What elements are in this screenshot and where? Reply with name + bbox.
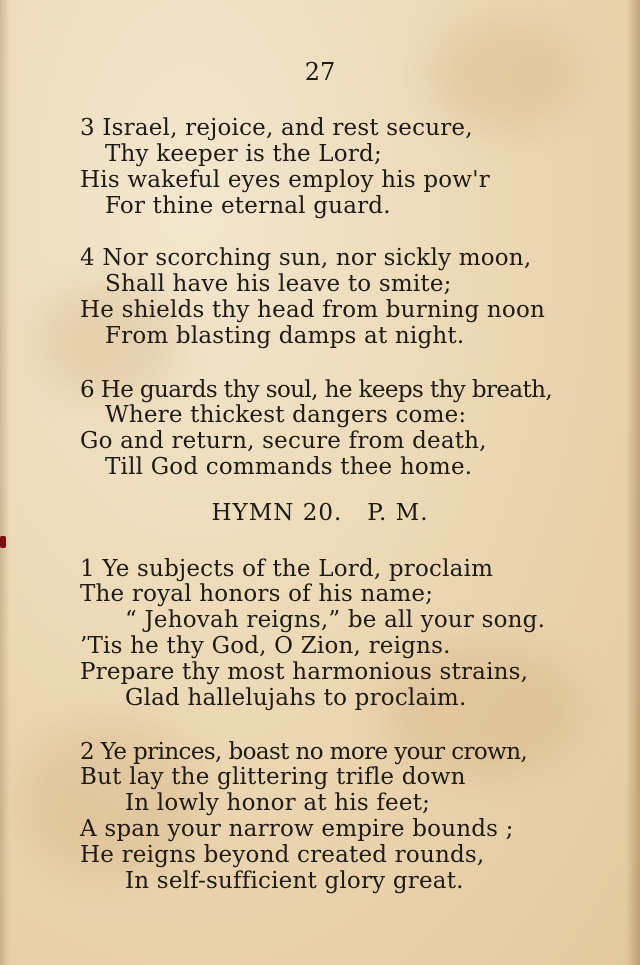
- verse-line: 3 Israel, rejoice, and rest secure,: [80, 115, 473, 141]
- verse-line: From blasting damps at night.: [105, 323, 465, 349]
- verse-line: 6 He guards thy soul, he keeps thy breath,: [80, 377, 553, 403]
- verse-line: Till God commands thee home.: [105, 454, 473, 480]
- page-number: 27: [304, 58, 336, 86]
- verse-line: ’Tis he thy God, O Zion, reigns.: [80, 633, 451, 659]
- verse-line: Shall have his leave to smite;: [105, 271, 452, 297]
- verse-line: “ Jehovah reigns,” be all your song.: [125, 607, 546, 633]
- page-edge-right: [626, 0, 640, 965]
- verse-line: In lowly honor at his feet;: [125, 790, 431, 816]
- verse-line: Prepare thy most harmonious strains,: [80, 659, 529, 685]
- verse-line: Glad hallelujahs to proclaim.: [125, 685, 467, 711]
- verse-line: Thy keeper is the Lord;: [105, 141, 382, 167]
- verse-line: He shields thy head from burning noon: [80, 297, 546, 323]
- verse-line: Go and return, secure from death,: [80, 428, 487, 454]
- verse-line: His wakeful eyes employ his pow'r: [80, 167, 490, 193]
- verse-line: 1 Ye subjects of the Lord, proclaim: [80, 556, 494, 582]
- verse-line: 4 Nor scorching sun, nor sickly moon,: [80, 245, 532, 271]
- verse-line: In self-sufficient glory great.: [125, 868, 464, 894]
- verse-line: Where thickest dangers come:: [105, 402, 467, 428]
- verse-line: But lay the glittering trifle down: [80, 764, 466, 790]
- verse-line: He reigns beyond created rounds,: [80, 842, 485, 868]
- verse-line: For thine eternal guard.: [105, 193, 391, 219]
- page-edge-left: [0, 0, 10, 965]
- verse-line: The royal honors of his name;: [80, 581, 434, 607]
- verse-line: 2 Ye princes, boast no more your crown,: [80, 739, 528, 765]
- hymn-heading: HYMN 20. P. M.: [211, 500, 429, 526]
- verse-line: A span your narrow empire bounds ;: [80, 816, 514, 842]
- ribbon-mark: [0, 536, 6, 548]
